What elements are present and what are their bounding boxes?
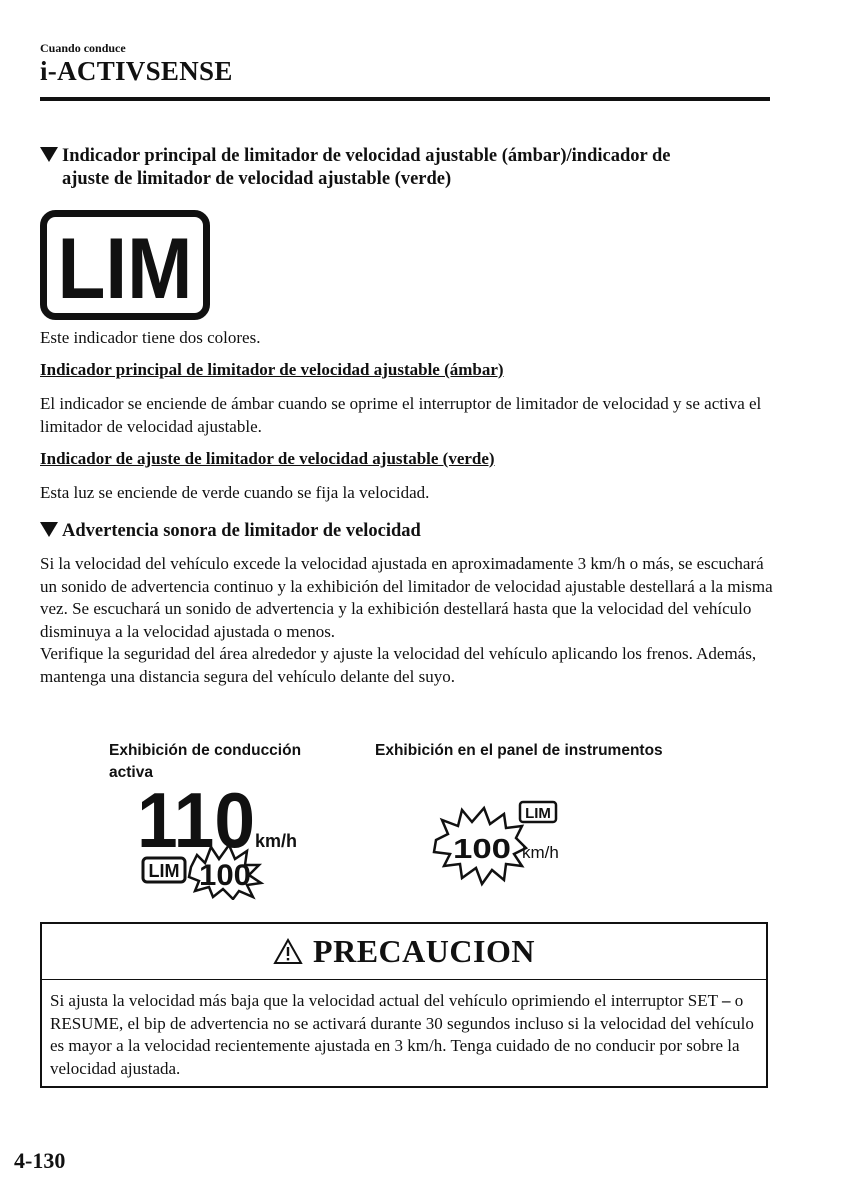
subheading-green: Indicador de ajuste de limitador de velocidad ajustable (verde) [40,449,495,468]
heading-lim-indicator [40,145,780,191]
paragraph-green: Esta luz se enciende de verde cuando se fija la velocidad. [40,483,430,502]
paragraph-warning-1: Si la velocidad del vehículo excede la velocidad ajustada en aproximadamente 3 km/h o más, se escuchará un sonido de advertencia continuo y la exhibición del limitador de velocidad ajustable destellará a la misma vez. Se escuchará un sonido de advertencia y la exhibición destellará hasta que la velocidad del vehículo disminuya a la velocidad ajustada o menos. [40,554,773,641]
section-title: i-ACTIVSENSE [40,56,233,86]
lim-badge-text: LIM [148,861,180,881]
heading-text: Advertencia sonora de limitador de velocidad [62,521,421,541]
intro-text: Este indicador tiene dos colores. [40,328,261,347]
triangle-bullet-icon [40,147,58,162]
warning-paragraphs [40,553,775,688]
caution-header [42,924,766,980]
triangle-bullet-icon [40,522,58,537]
caption-active-driving-display: Exhibición de conducción activa [109,742,302,781]
current-speed: 110 [137,785,255,864]
heading-speed-warning [40,520,780,543]
paragraph-warning-2: Verifique la seguridad del área alrededor y ajuste la velocidad del vehículo aplicando los frenos. Además, mantenga una distancia segura del vehículo delante del suyo. [40,644,757,686]
subheading-amber: Indicador principal de limitador de velocidad ajustable (ámbar) [40,360,504,379]
set-speed: 100 [453,833,511,864]
warning-triangle-icon [273,938,303,965]
set-speed: 100 [199,859,251,892]
caption-instrument-cluster: Exhibición en el panel de instrumentos [375,742,663,759]
heading-line-2: ajuste de limitador de velocidad ajustable (verde) [62,169,452,189]
instrument-cluster-figure [428,800,588,890]
caution-text [50,990,755,1080]
caution-text-part-1: Si ajusta la velocidad más baja que la velocidad actual del vehículo oprimiendo el interruptor SET [50,991,718,1010]
speed-unit: km/h [522,843,559,862]
caution-box [40,922,768,1088]
lim-indicator-icon [40,210,210,320]
paragraph-amber: El indicador se enciende de ámbar cuando se oprime el interruptor de limitador de velocidad y se activa el limitador de velocidad ajustable. [40,394,762,436]
chapter-label: Cuando conduce [40,41,126,55]
lim-badge-text: LIM [525,805,551,822]
caution-text-part-2: o RESUME, el bip de advertencia no se activará durante 30 segundos incluso si la velocidad del vehículo es mayor a la velocidad recientemente ajustada en 3 km/h. Tenga cuidado de no conducir por sobre la velocidad ajustada. [50,991,754,1078]
active-driving-display-figure [135,785,315,900]
header-rule [40,97,770,101]
heading-line-1: Indicador principal de limitador de velocidad ajustable (ámbar)/indicador de [62,146,671,166]
speed-unit: km/h [255,831,298,851]
lim-indicator-text: LIM [57,221,193,317]
caution-title: PRECAUCION [313,933,535,969]
set-dash-symbol: – [721,991,731,1010]
page-number: 4-130 [14,1148,66,1173]
